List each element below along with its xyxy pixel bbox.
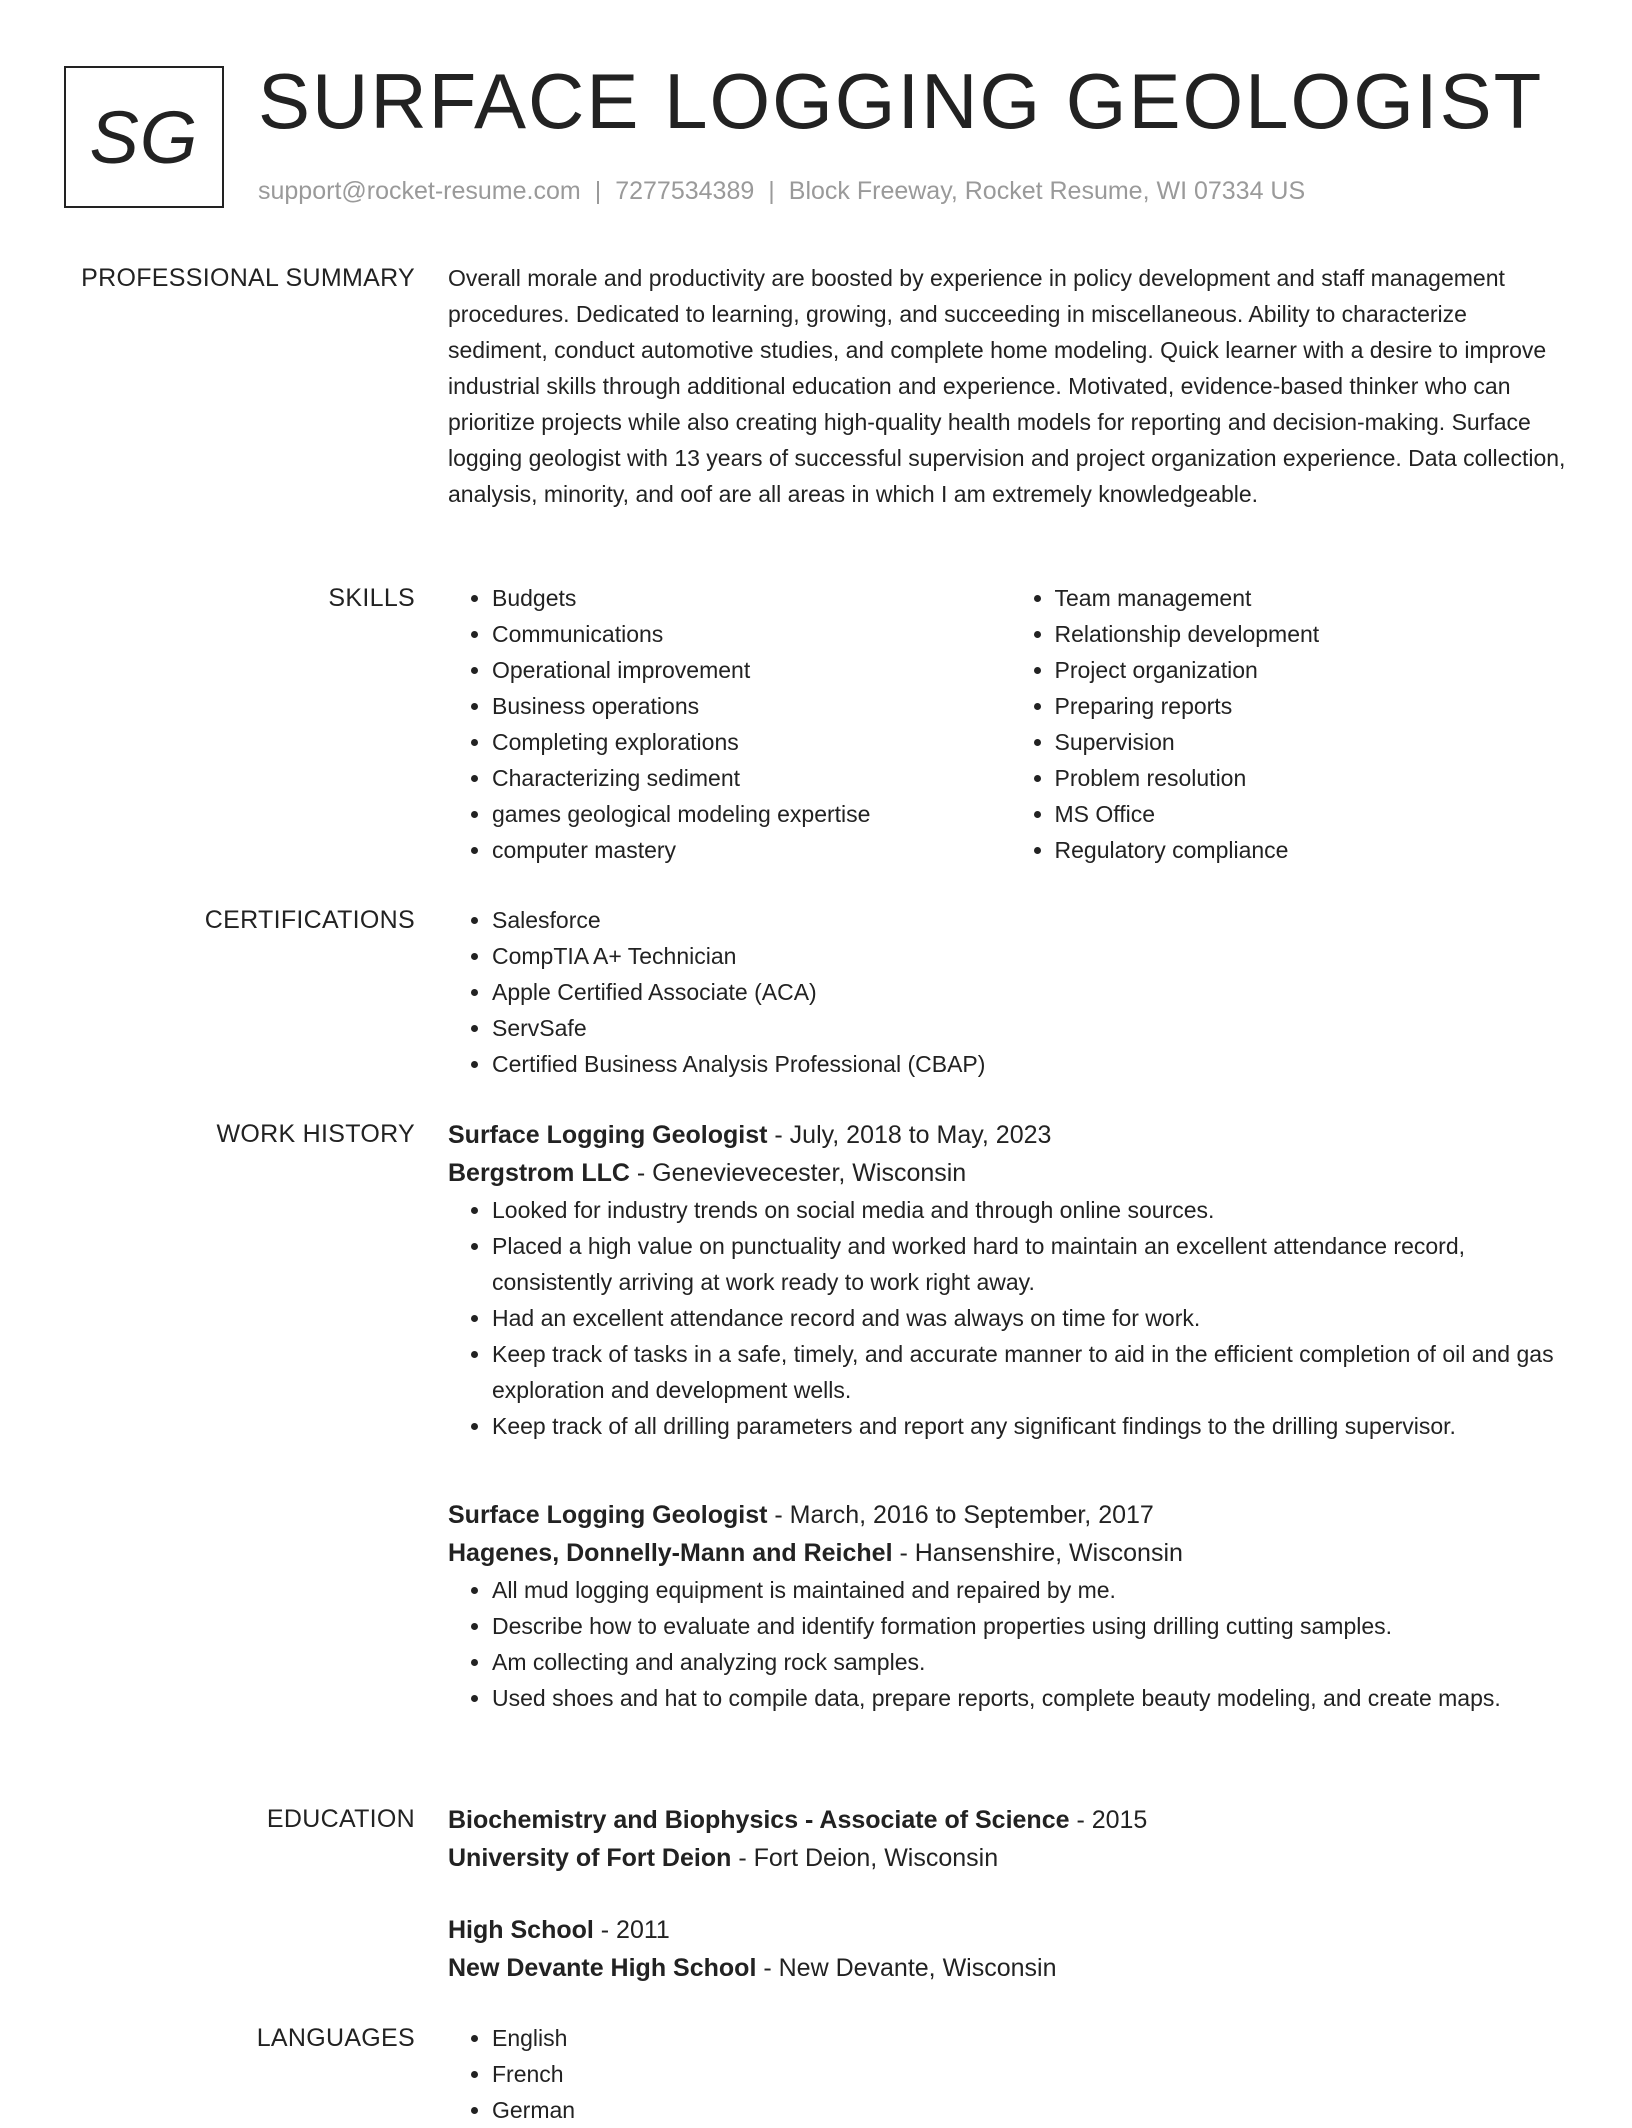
education-location: - New Devante, Wisconsin bbox=[756, 1954, 1057, 1982]
skill-item: • Team management bbox=[1055, 580, 1574, 616]
language-item: • French bbox=[492, 2056, 1573, 2092]
job-duty: • Looked for industry trends on social media and through online sources. bbox=[492, 1192, 1573, 1228]
job-location: - Hansenshire, Wisconsin bbox=[892, 1539, 1183, 1567]
skill-item: • Regulatory compliance bbox=[1055, 832, 1574, 868]
certifications-list bbox=[448, 902, 1573, 1082]
education-entry bbox=[448, 1801, 1573, 1877]
job-duty: • Keep track of tasks in a safe, timely, and accurate manner to aid in the efficient completion of oil and gas exploration and development wells. bbox=[492, 1336, 1573, 1408]
work-history-body-2 bbox=[448, 1496, 1573, 1716]
skill-item: • Project organization bbox=[1055, 652, 1574, 688]
education-degree: High School bbox=[448, 1916, 594, 1944]
contact-separator: | bbox=[594, 177, 602, 205]
skill-item: • Supervision bbox=[1055, 724, 1574, 760]
contact-email: support@rocket-resume.com bbox=[258, 177, 581, 205]
work-history-heading: WORK HISTORY bbox=[216, 1120, 415, 1148]
summary-heading: PROFESSIONAL SUMMARY bbox=[81, 264, 415, 292]
skills-list-left bbox=[448, 580, 1011, 868]
education-school-line bbox=[448, 1949, 1573, 1987]
education-year: - 2011 bbox=[593, 1916, 670, 1944]
education-school: New Devante High School bbox=[448, 1954, 757, 1982]
certification-item: • Apple Certified Associate (ACA) bbox=[492, 974, 1573, 1010]
job-entry bbox=[448, 1496, 1573, 1716]
language-item: • English bbox=[492, 2020, 1573, 2056]
skill-item: • MS Office bbox=[1055, 796, 1574, 832]
certifications-body bbox=[448, 902, 1573, 1082]
page-title: SURFACE LOGGING GEOLOGIST bbox=[258, 57, 1544, 145]
contact-phone: 7277534389 bbox=[615, 177, 755, 205]
certification-item: • Certified Business Analysis Professional (CBAP) bbox=[492, 1046, 1573, 1082]
education-year: - 2015 bbox=[1069, 1806, 1148, 1834]
contact-address: Block Freeway, Rocket Resume, WI 07334 US bbox=[788, 177, 1306, 205]
summary-body bbox=[448, 260, 1573, 512]
skill-item: • Relationship development bbox=[1055, 616, 1574, 652]
job-duties-list bbox=[448, 1572, 1573, 1716]
summary-text: Overall morale and productivity are boosted by experience in policy development and staff management procedures. Dedicated to learning, growing, and succeeding in miscellaneous. Ability to characterize sediment, conduct automotive studies, and complete home modeling. Quick learner with a desire to improve industrial skills through additional education and experience. Motivated, evidence-based thinker who can prioritize projects while also creating high-quality health models for reporting and decision-making. Surface logging geologist with 13 years of successful supervision and project organization experience. Data collection, analysis, minority, and oof are all areas in which I am extremely knowledgeable. bbox=[448, 265, 1566, 507]
job-company: Hagenes, Donnelly-Mann and Reichel bbox=[448, 1539, 893, 1567]
job-title-line bbox=[448, 1116, 1573, 1154]
skill-item: • Problem resolution bbox=[1055, 760, 1574, 796]
work-history-body bbox=[448, 1116, 1573, 1444]
skill-item: • Communications bbox=[492, 616, 1011, 652]
contact-line bbox=[258, 174, 1305, 208]
education-school: University of Fort Deion bbox=[448, 1844, 732, 1872]
job-duty: • Placed a high value on punctuality and worked hard to maintain an excellent attendance record, consistently arriving at work ready to work right away. bbox=[492, 1228, 1573, 1300]
skill-item: • Budgets bbox=[492, 580, 1011, 616]
job-duty: • Am collecting and analyzing rock samples. bbox=[492, 1644, 1573, 1680]
skill-item: • games geological modeling expertise bbox=[492, 796, 1011, 832]
certifications-heading: CERTIFICATIONS bbox=[204, 906, 415, 934]
job-entry bbox=[448, 1116, 1573, 1444]
job-duty: • Had an excellent attendance record and was always on time for work. bbox=[492, 1300, 1573, 1336]
skill-item: • Preparing reports bbox=[1055, 688, 1574, 724]
certification-item: • ServSafe bbox=[492, 1010, 1573, 1046]
job-title: Surface Logging Geologist bbox=[448, 1121, 768, 1149]
job-title-line bbox=[448, 1496, 1573, 1534]
education-degree-line bbox=[448, 1801, 1573, 1839]
job-company-line bbox=[448, 1534, 1573, 1572]
job-duty: • All mud logging equipment is maintained and repaired by me. bbox=[492, 1572, 1573, 1608]
job-dates: - March, 2016 to September, 2017 bbox=[767, 1501, 1154, 1529]
language-item: • German bbox=[492, 2092, 1573, 2128]
skill-item: • Characterizing sediment bbox=[492, 760, 1011, 796]
job-title: Surface Logging Geologist bbox=[448, 1501, 768, 1529]
education-school-line bbox=[448, 1839, 1573, 1877]
education-degree: Biochemistry and Biophysics - Associate of Science bbox=[448, 1806, 1070, 1834]
job-company-line bbox=[448, 1154, 1573, 1192]
job-dates: - July, 2018 to May, 2023 bbox=[767, 1121, 1052, 1149]
skill-item: • Completing explorations bbox=[492, 724, 1011, 760]
contact-separator: | bbox=[768, 177, 775, 205]
skill-item: • Operational improvement bbox=[492, 652, 1011, 688]
education-location: - Fort Deion, Wisconsin bbox=[731, 1844, 999, 1872]
education-body-2 bbox=[448, 1911, 1573, 1987]
education-entry bbox=[448, 1911, 1573, 1987]
certification-item: • Salesforce bbox=[492, 902, 1573, 938]
education-body bbox=[448, 1801, 1573, 1877]
job-duties-list bbox=[448, 1192, 1573, 1444]
monogram-badge: SG bbox=[64, 66, 224, 208]
skill-item: • Business operations bbox=[492, 688, 1011, 724]
job-duty: • Keep track of all drilling parameters and report any significant findings to the drilling supervisor. bbox=[492, 1408, 1573, 1444]
skills-heading: SKILLS bbox=[328, 584, 415, 612]
skills-list-right bbox=[1011, 580, 1574, 868]
certification-item: • CompTIA A+ Technician bbox=[492, 938, 1573, 974]
languages-heading: LANGUAGES bbox=[256, 2024, 415, 2052]
job-duty: • Describe how to evaluate and identify formation properties using drilling cutting samples. bbox=[492, 1608, 1573, 1644]
job-company: Bergstrom LLC bbox=[448, 1159, 630, 1187]
skills-body bbox=[448, 580, 1573, 868]
skill-item: • computer mastery bbox=[492, 832, 1011, 868]
education-degree-line bbox=[448, 1911, 1573, 1949]
job-location: - Genevievecester, Wisconsin bbox=[629, 1159, 967, 1187]
job-duty: • Used shoes and hat to compile data, prepare reports, complete beauty modeling, and create maps. bbox=[492, 1680, 1573, 1716]
education-heading: EDUCATION bbox=[266, 1805, 415, 1833]
